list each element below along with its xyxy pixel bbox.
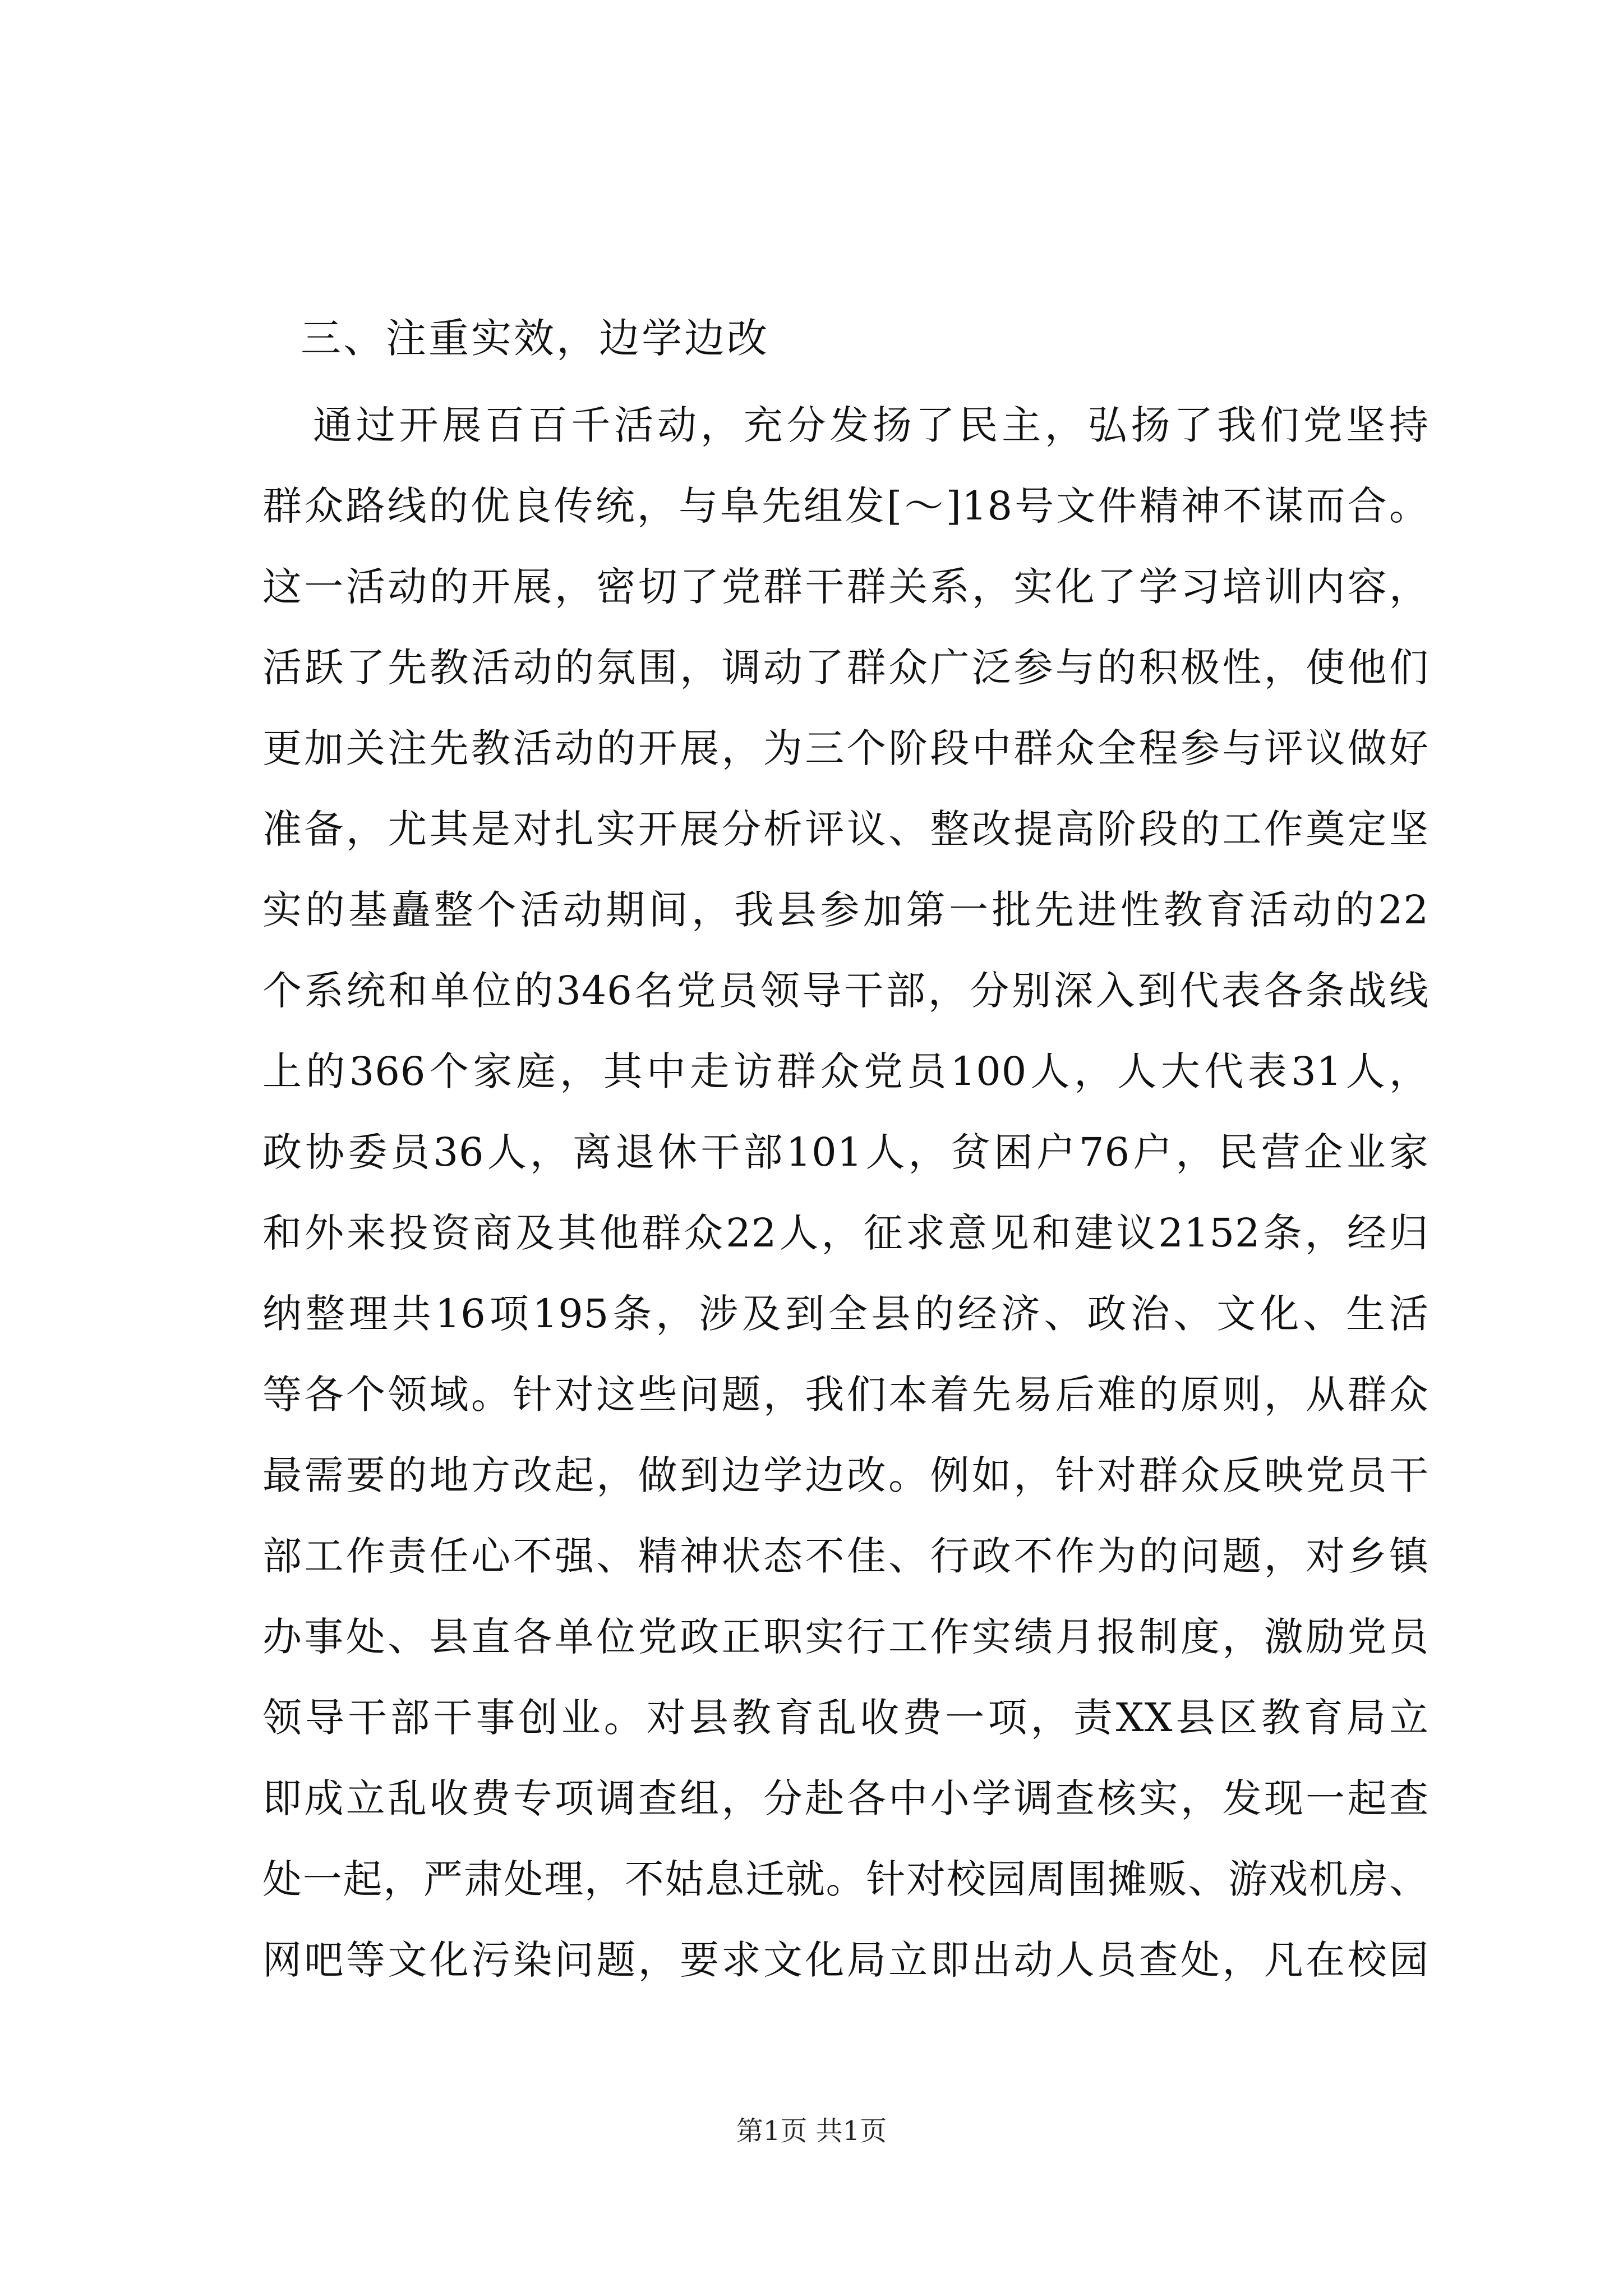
text-line: 上的366个家庭，其中走访群众党员100人，人大代表31人， <box>262 1048 1429 1094</box>
text-line: 等各个领域。针对这些问题，我们本着先易后难的原则，从群众 <box>262 1372 1429 1418</box>
paragraph <box>262 385 1429 2000</box>
text-line: 准备，尤其是对扎实开展分析评议、整改提高阶段的工作奠定坚 <box>262 806 1429 852</box>
text-line: 活跃了先教活动的氛围，调动了群众广泛参与的积极性，使他们 <box>262 645 1429 691</box>
text-line: 领导干部干事创业。对县教育乱收费一项，责XX县区教育局立 <box>262 1695 1429 1741</box>
document-body <box>262 292 1429 2000</box>
text-line: 和外来投资商及其他群众22人，征求意见和建议2152条，经归 <box>262 1210 1429 1256</box>
text-line: 实的基矗整个活动期间，我县参加第一批先进性教育活动的22 <box>262 887 1429 933</box>
text-line: 通过开展百百千活动，充分发扬了民主，弘扬了我们党坚持 <box>313 402 1429 448</box>
text-line: 个系统和单位的346名党员领导干部，分别深入到代表各条战线 <box>262 968 1429 1014</box>
text-line: 办事处、县直各单位党政正职实行工作实绩月报制度，激励党员 <box>262 1614 1429 1660</box>
text-line: 网吧等文化污染问题，要求文化局立即出动人员查处，凡在校园 <box>262 1937 1429 1983</box>
text-line: 即成立乱收费专项调查组，分赴各中小学调查核实，发现一起查 <box>262 1775 1429 1821</box>
text-line: 部工作责任心不强、精神状态不佳、行政不作为的问题，对乡镇 <box>262 1533 1429 1579</box>
text-line: 群众路线的优良传统，与阜先组发[～]18号文件精神不谋而合。 <box>262 483 1429 529</box>
section-heading: 三、注重实效，边学边改 <box>301 315 770 362</box>
text-line: 纳整理共16项195条，涉及到全县的经济、政治、文化、生活 <box>262 1291 1429 1337</box>
text-line: 这一活动的开展，密切了党群干群关系，实化了学习培训内容， <box>262 564 1429 610</box>
page-footer: 第1页 共1页 <box>736 2115 887 2147</box>
text-line: 更加关注先教活动的开展，为三个阶段中群众全程参与评议做好 <box>262 725 1429 771</box>
text-line: 政协委员36人，离退休干部101人，贫困户76户，民营企业家 <box>262 1129 1429 1175</box>
text-line: 处一起，严肃处理，不姑息迁就。针对校园周围摊贩、游戏机房、 <box>262 1856 1429 1902</box>
text-line: 最需要的地方改起，做到边学边改。例如，针对群众反映党员干 <box>262 1452 1429 1498</box>
